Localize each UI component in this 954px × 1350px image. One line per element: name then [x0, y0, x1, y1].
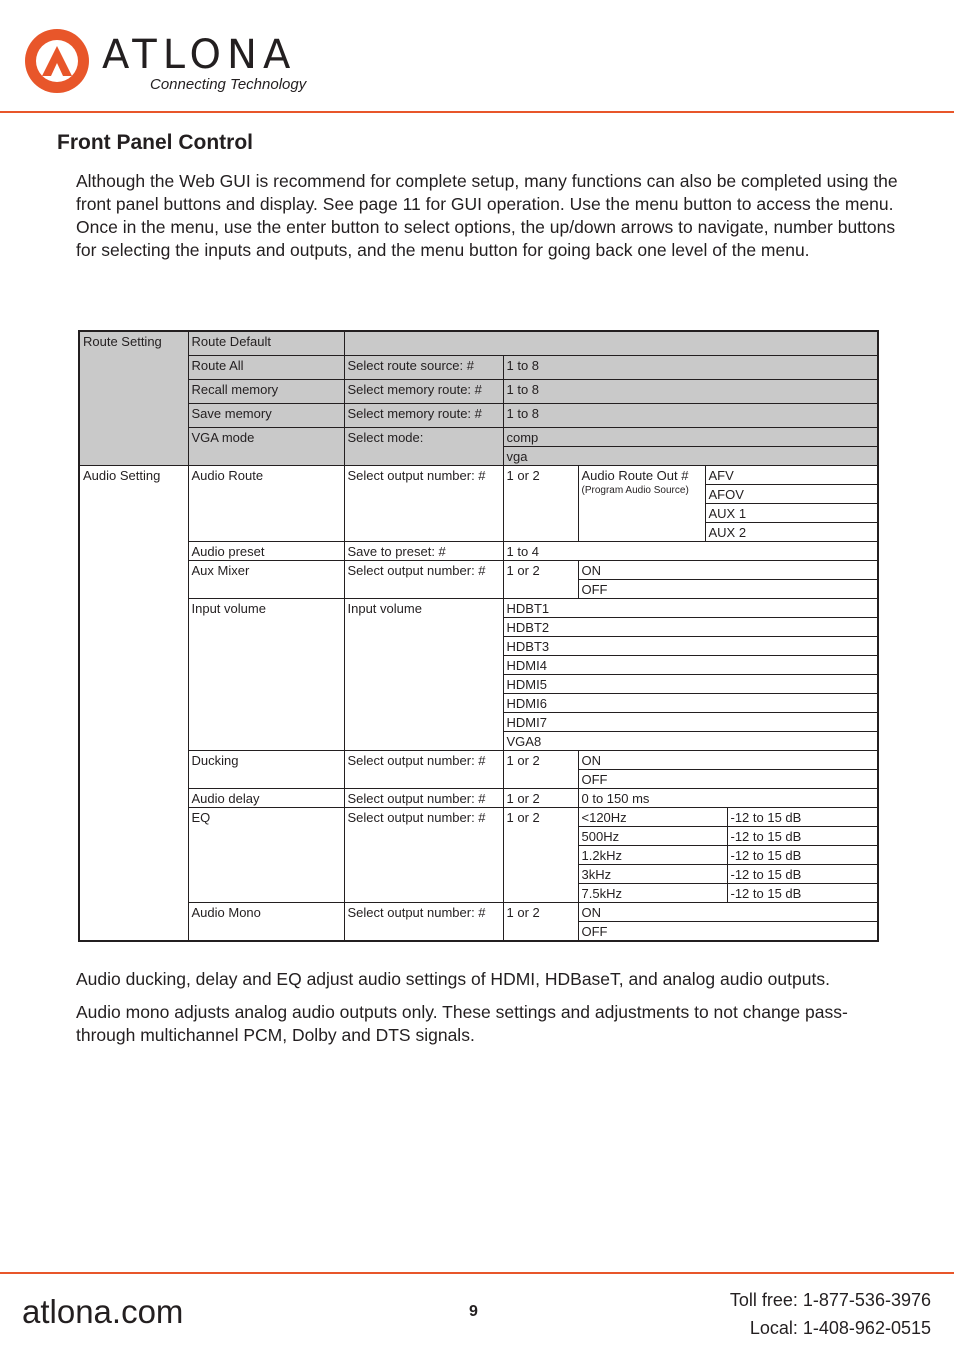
atlona-wordmark	[102, 28, 392, 72]
route-default: Route Default	[188, 331, 344, 356]
front-panel-menu-table: Route Setting Route Default Route All Select route source: # 1 to 8 Recall memory Select memory route: # 1 to 8 Save memory Select memory route: # 1 to 8 VGA mode Select mode: comp vga Audio Setting Audio Route Select output number: # 1 or 2 Audio Route Out # (Program Audio Source) AFV AFOV AUX 1 AUX 2 Audio preset Save to preset: # 1 to 4 Aux Mixer Select output number: # 1 or 2 ON OFF Input volume Input volume HDBT1 HDBT2 HDBT3 HDMI4 HDMI5 HDMI6 HDMI7 VGA8 Ducking Select output number: # 1 or 2 ON OFF Audio delay Select output number: # 1 or 2 0 to 150 ms EQ Select output number: # 1 or 2 <120Hz -12 to 15 dB 500Hz -12 to 15 dB 1.2kHz -12 to 15 dB 3kHz -12 to 15 dB 7.5kHz -12 to 15 dB Audio Mono Select output number: # 1 or 2 ON OFF	[78, 330, 879, 942]
save-memory: Save memory	[188, 404, 344, 428]
aux-mixer: Aux Mixer	[188, 561, 344, 599]
note-audio-adjust: Audio ducking, delay and EQ adjust audio settings of HDMI, HDBaseT, and analog audio outputs.	[76, 969, 830, 989]
atlona-logo	[22, 26, 392, 98]
section-title: Front Panel Control	[57, 131, 253, 154]
footer-site-link[interactable]: atlona.com	[22, 1293, 184, 1330]
note-audio-mono: Audio mono adjusts analog audio outputs only. These settings and adjustments to not change pass-through multichannel PCM, Dolby and DTS signals.	[76, 1002, 848, 1045]
page-number: 9	[469, 1303, 478, 1320]
header-divider	[0, 111, 954, 113]
route-all: Route All	[188, 356, 344, 380]
toll-free-number: Toll free: 1-877-536-3976	[729, 1290, 931, 1310]
route-setting-cell: Route Setting	[79, 331, 188, 466]
audio-mono: Audio Mono	[188, 903, 344, 942]
local-number: Local: 1-408-962-0515	[749, 1318, 931, 1338]
recall-memory: Recall memory	[188, 380, 344, 404]
vga-mode: VGA mode	[188, 428, 344, 466]
audio-route: Audio Route	[188, 466, 344, 542]
atlona-logo-icon	[22, 26, 92, 96]
eq: EQ	[188, 808, 344, 903]
svg-text:ATLONA: ATLONA	[102, 32, 297, 72]
ducking: Ducking	[188, 751, 344, 789]
audio-setting-cell: Audio Setting	[79, 466, 188, 942]
input-volume: Input volume	[188, 599, 344, 751]
audio-delay: Audio delay	[188, 789, 344, 808]
audio-preset: Audio preset	[188, 542, 344, 561]
intro-paragraph: Although the Web GUI is recommend for complete setup, many functions can also be completed using the front panel buttons and display. See page 11 for GUI operation. Use the menu button to access the menu. Once in the menu, use the enter button to select options, the up/down arrows to navigate, number buttons for selecting the inputs and outputs, and the menu button for going back one level of the menu.	[76, 171, 898, 260]
footer-contact	[730, 1286, 931, 1342]
footer-divider	[0, 1272, 954, 1274]
tagline: Connecting Technology	[150, 76, 307, 93]
